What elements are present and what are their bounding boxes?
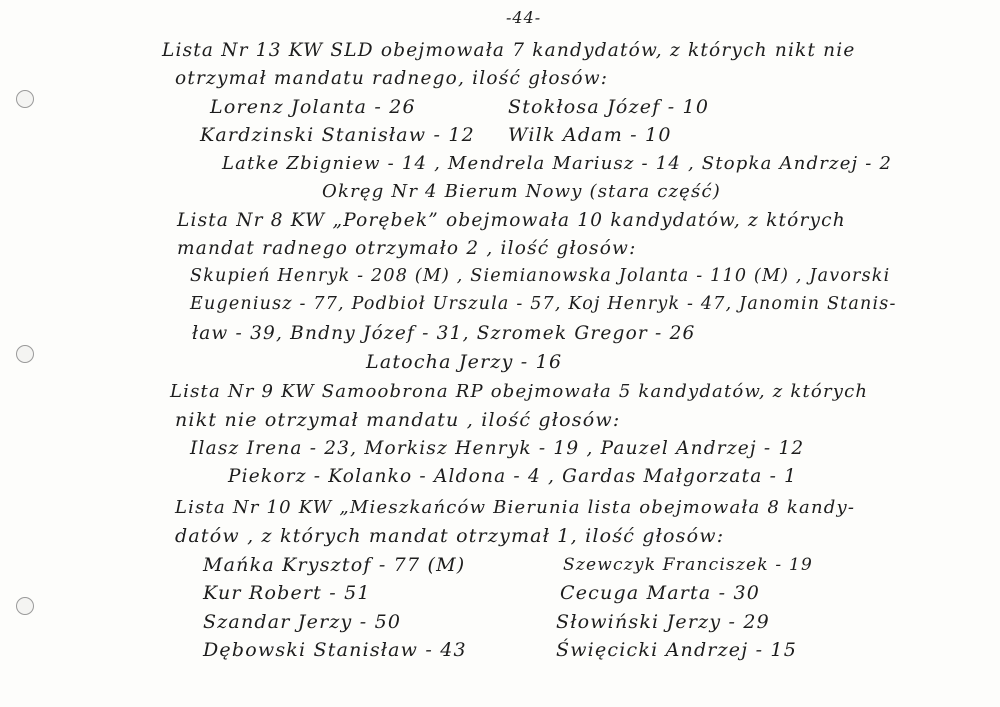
text-line: ław - 39, Bndny Józef - 31, Szromek Gregor - 26 xyxy=(192,323,696,344)
text-line: Piekorz - Kolanko - Aldona - 4 , Gardas Małgorzata - 1 xyxy=(228,466,798,487)
text-line: otrzymał mandatu radnego, ilość głosów: xyxy=(175,68,609,89)
text-line: Lista Nr 8 KW „Porębek” obejmowała 10 kandydatów, z których xyxy=(177,210,846,231)
text-line: Stokłosa Józef - 10 xyxy=(508,96,710,118)
text-line: mandat radnego otrzymało 2 , ilość głosów: xyxy=(177,238,637,259)
text-line: Lista Nr 10 KW „Mieszkańców Bierunia lista obejmowała 8 kandy- xyxy=(175,497,856,518)
text-line: Dębowski Stanisław - 43 xyxy=(203,639,467,661)
punch-hole xyxy=(16,597,34,615)
text-line: Eugeniusz - 77, Podbioł Urszula - 57, Koj Henryk - 47, Janomin Stanis- xyxy=(190,294,897,314)
punch-hole xyxy=(16,345,34,363)
text-line: Szandar Jerzy - 50 xyxy=(203,611,402,633)
text-line: Lorenz Jolanta - 26 xyxy=(210,96,416,118)
text-line: Lista Nr 13 KW SLD obejmowała 7 kandydatów, z których nikt nie xyxy=(162,40,856,61)
text-line: nikt nie otrzymał mandatu , ilość głosów: xyxy=(175,409,621,431)
page-number: -44- xyxy=(506,8,542,27)
text-line: Święcicki Andrzej - 15 xyxy=(556,639,798,661)
text-line: Latocha Jerzy - 16 xyxy=(366,351,563,373)
text-line: Lista Nr 9 KW Samoobrona RP obejmowała 5 kandydatów, z których xyxy=(170,381,869,402)
text-line: Ilasz Irena - 23, Morkisz Henryk - 19 , Pauzel Andrzej - 12 xyxy=(190,438,805,459)
text-line: Skupień Henryk - 208 (M) , Siemianowska Jolanta - 110 (M) , Javorski xyxy=(190,266,891,286)
section-heading: Okręg Nr 4 Bierum Nowy (stara część) xyxy=(322,181,721,202)
punch-hole xyxy=(16,90,34,108)
text-line: Słowiński Jerzy - 29 xyxy=(556,611,770,633)
text-line: Kardzinski Stanisław - 12 xyxy=(200,124,475,146)
text-line: Wilk Adam - 10 xyxy=(508,124,672,146)
text-line: Szewczyk Franciszek - 19 xyxy=(563,555,813,575)
text-line: datów , z których mandat otrzymał 1, ilość głosów: xyxy=(175,525,725,547)
text-line: Latke Zbigniew - 14 , Mendrela Mariusz - 14 , Stopka Andrzej - 2 xyxy=(222,153,893,174)
text-line: Mańka Krysztof - 77 (M) xyxy=(203,554,466,576)
text-line: Kur Robert - 51 xyxy=(203,582,371,604)
text-line: Cecuga Marta - 30 xyxy=(560,582,761,604)
